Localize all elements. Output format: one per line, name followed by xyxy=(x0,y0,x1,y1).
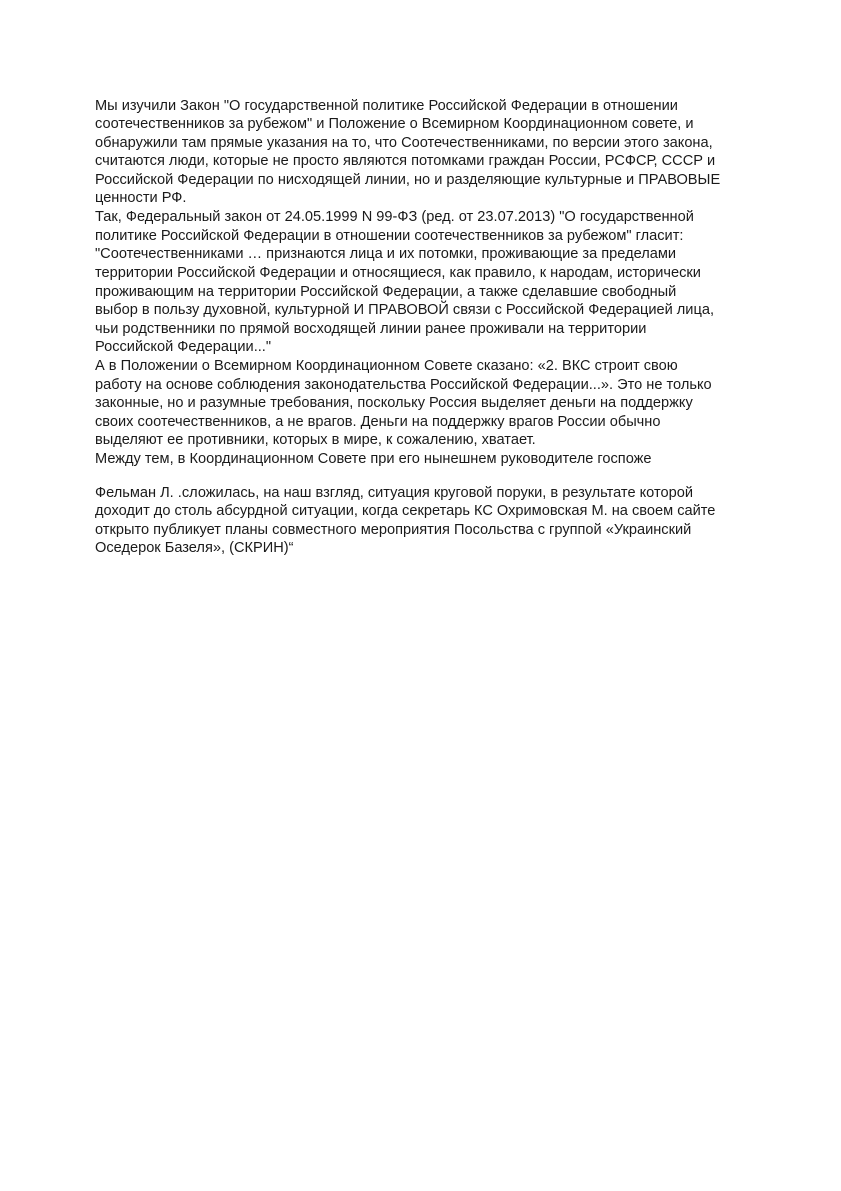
text-line: считаются люди, которые не просто являются потомками граждан России, РСФСР, СССР и xyxy=(95,153,716,169)
text-line: выделяют ее противники, которых в мире, к сожалению, хватает. xyxy=(95,432,536,448)
text-line: Фельман Л. .сложилась, на наш взгляд, ситуация круговой поруки, в результате которой xyxy=(95,485,693,501)
text-line: Мы изучили Закон "О государственной политике Российской Федерации в отношении xyxy=(95,98,678,114)
text-line: чьи родственники по прямой восходящей линии ранее проживали на территории xyxy=(95,321,647,337)
text-line: А в Положении о Всемирном Координационном Совете сказано: «2. ВКС строит свою xyxy=(95,358,678,374)
text-line: Оседерок Базеля», (СКРИН)“ xyxy=(95,540,294,556)
text-line: "Соотечественниками … признаются лица и их потомки, проживающие за пределами xyxy=(95,246,677,262)
text-line: Между тем, в Координационном Совете при его нынешнем руководителе госпоже xyxy=(95,451,652,467)
text-line: Так, Федеральный закон от 24.05.1999 N 99-ФЗ (ред. от 23.07.2013) "О государственной xyxy=(95,209,694,225)
text-line: соотечественников за рубежом" и Положение о Всемирном Координационном совете, и xyxy=(95,116,694,132)
text-line: открыто публикует планы совместного мероприятия Посольства с группой «Украинский xyxy=(95,522,692,538)
text-line: Российской Федерации..." xyxy=(95,339,272,355)
text-line: работу на основе соблюдения законодательства Российской Федерации...». Это не только xyxy=(95,377,712,393)
text-line: проживающим на территории Российской Федерации, а также сделавшие свободный xyxy=(95,284,677,300)
text-line: доходит до столь абсурдной ситуации, когда секретарь КС Охримовская М. на своем сайте xyxy=(95,503,716,519)
text-line: территории Российской Федерации и относящиеся, как правило, к народам, исторически xyxy=(95,265,701,281)
text-line: политике Российской Федерации в отношении соотечественников за рубежом" гласит: xyxy=(95,228,684,244)
text-line: выбор в пользу духовной, культурной И ПРАВОВОЙ связи с Российской Федерацией лица, xyxy=(95,302,714,318)
text-line: ценности РФ. xyxy=(95,190,187,206)
text-line: Российской Федерации по нисходящей линии, но и разделяющие культурные и ПРАВОВЫЕ xyxy=(95,172,721,188)
text-line: законные, но и разумные требования, поскольку Россия выделяет деньги на поддержку xyxy=(95,395,693,411)
text-line: обнаружили там прямые указания на то, что Соотечественниками, по версии этого закона, xyxy=(95,135,713,151)
text-line: своих соотечественников, а не врагов. Деньги на поддержку врагов России обычно xyxy=(95,414,661,430)
